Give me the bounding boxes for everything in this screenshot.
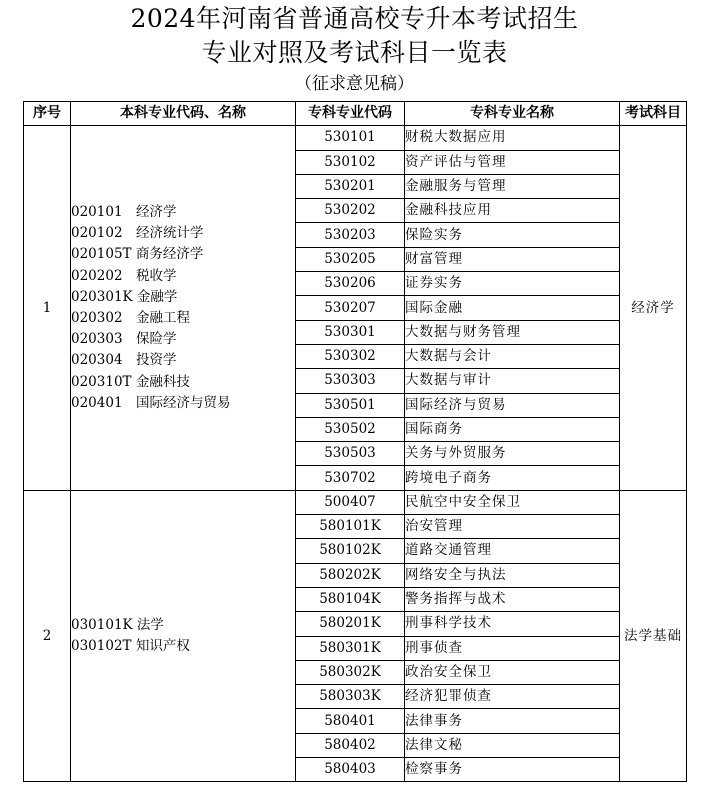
- undergrad-major: 020303 保险学: [71, 331, 177, 348]
- junior-major-name: 财富管理: [405, 247, 620, 271]
- junior-major-name: 刑事科学技术: [405, 612, 620, 636]
- junior-major-code: 580202K: [296, 563, 405, 587]
- junior-major-name: 国际商务: [405, 417, 620, 441]
- major-mapping-table: [23, 101, 687, 782]
- junior-major-code: 530502: [296, 417, 405, 441]
- junior-major-name: 检察事务: [405, 758, 620, 782]
- undergrad-major-list: [71, 126, 296, 490]
- junior-major-name: 保险实务: [405, 223, 620, 247]
- junior-major-code: 580102K: [296, 539, 405, 563]
- junior-major-code: 530501: [296, 393, 405, 417]
- undergrad-major: 020102 经济统计学: [71, 225, 204, 242]
- junior-major-name: 经济犯罪侦查: [405, 685, 620, 709]
- junior-major-name: 政治安全保卫: [405, 660, 620, 684]
- junior-major-name: 金融科技应用: [405, 199, 620, 223]
- junior-major-code: 580402: [296, 733, 405, 757]
- junior-major-name: 国际金融: [405, 296, 620, 320]
- junior-major-code: 530302: [296, 344, 405, 368]
- undergrad-major-list: [71, 490, 296, 782]
- junior-major-code: 530702: [296, 466, 405, 490]
- junior-major-name: 关务与外贸服务: [405, 442, 620, 466]
- junior-major-name: 道路交通管理: [405, 539, 620, 563]
- undergrad-major: 030102T 知识产权: [71, 638, 190, 655]
- header-junior-name: 专科专业名称: [405, 102, 620, 126]
- junior-major-name: 财税大数据应用: [405, 126, 620, 150]
- header-index: 序号: [24, 102, 71, 126]
- junior-major-code: 580401: [296, 709, 405, 733]
- document-subtitle: （征求意见稿）: [295, 74, 414, 94]
- table-row: [24, 126, 687, 150]
- document-title-line2: 专业对照及考试科目一览表: [201, 38, 508, 67]
- exam-subject: 经济学: [620, 126, 687, 490]
- undergrad-major: 020202 税收学: [71, 267, 177, 284]
- table-body: [24, 126, 687, 782]
- junior-major-code: 530206: [296, 272, 405, 296]
- junior-major-name: 金融服务与管理: [405, 174, 620, 198]
- junior-major-name: 警务指挥与战术: [405, 587, 620, 611]
- junior-major-name: 刑事侦查: [405, 636, 620, 660]
- junior-major-name: 法律文秘: [405, 733, 620, 757]
- undergrad-major: 020105T 商务经济学: [71, 246, 204, 263]
- header-undergrad-major: 本科专业代码、名称: [71, 102, 296, 126]
- junior-major-code: 580101K: [296, 515, 405, 539]
- junior-major-code: 500407: [296, 490, 405, 514]
- junior-major-code: 530301: [296, 320, 405, 344]
- header-junior-code: 专科专业代码: [296, 102, 405, 126]
- undergrad-major: 030101K 法学: [71, 616, 164, 633]
- junior-major-code: 530203: [296, 223, 405, 247]
- header-exam-subject: 考试科目: [620, 102, 687, 126]
- undergrad-major: 020301K 金融学: [71, 288, 178, 305]
- group-index: 2: [24, 490, 71, 782]
- junior-major-code: 530303: [296, 369, 405, 393]
- table-row: [24, 490, 687, 514]
- group-index: 1: [24, 126, 71, 490]
- junior-major-code: 580201K: [296, 612, 405, 636]
- junior-major-name: 大数据与审计: [405, 369, 620, 393]
- junior-major-code: 530205: [296, 247, 405, 271]
- undergrad-major: 020101 经济学: [71, 204, 177, 220]
- junior-major-name: 证券实务: [405, 272, 620, 296]
- junior-major-code: 580301K: [296, 636, 405, 660]
- junior-major-name: 民航空中安全保卫: [405, 490, 620, 514]
- junior-major-code: 530201: [296, 174, 405, 198]
- junior-major-name: 治安管理: [405, 515, 620, 539]
- undergrad-major: 020401 国际经济与贸易: [71, 394, 231, 411]
- junior-major-name: 跨境电子商务: [405, 466, 620, 490]
- undergrad-major: 020304 投资学: [71, 352, 177, 369]
- junior-major-code: 580303K: [296, 685, 405, 709]
- table-header-row: [24, 102, 687, 126]
- junior-major-name: 网络安全与执法: [405, 563, 620, 587]
- junior-major-code: 530503: [296, 442, 405, 466]
- junior-major-code: 530102: [296, 150, 405, 174]
- junior-major-name: 法律事务: [405, 709, 620, 733]
- undergrad-major: 020310T 金融科技: [71, 373, 190, 390]
- exam-subject: 法学基础: [620, 490, 687, 782]
- junior-major-name: 资产评估与管理: [405, 150, 620, 174]
- junior-major-name: 大数据与财务管理: [405, 320, 620, 344]
- junior-major-code: 530207: [296, 296, 405, 320]
- junior-major-code: 580302K: [296, 660, 405, 684]
- junior-major-name: 大数据与会计: [405, 344, 620, 368]
- junior-major-code: 530202: [296, 199, 405, 223]
- junior-major-name: 国际经济与贸易: [405, 393, 620, 417]
- undergrad-major: 020302 金融工程: [71, 310, 191, 327]
- document-title-line1: 2024年河南省普通高校专升本考试招生: [130, 4, 579, 33]
- junior-major-code: 580104K: [296, 587, 405, 611]
- junior-major-code: 580403: [296, 758, 405, 782]
- junior-major-code: 530101: [296, 126, 405, 150]
